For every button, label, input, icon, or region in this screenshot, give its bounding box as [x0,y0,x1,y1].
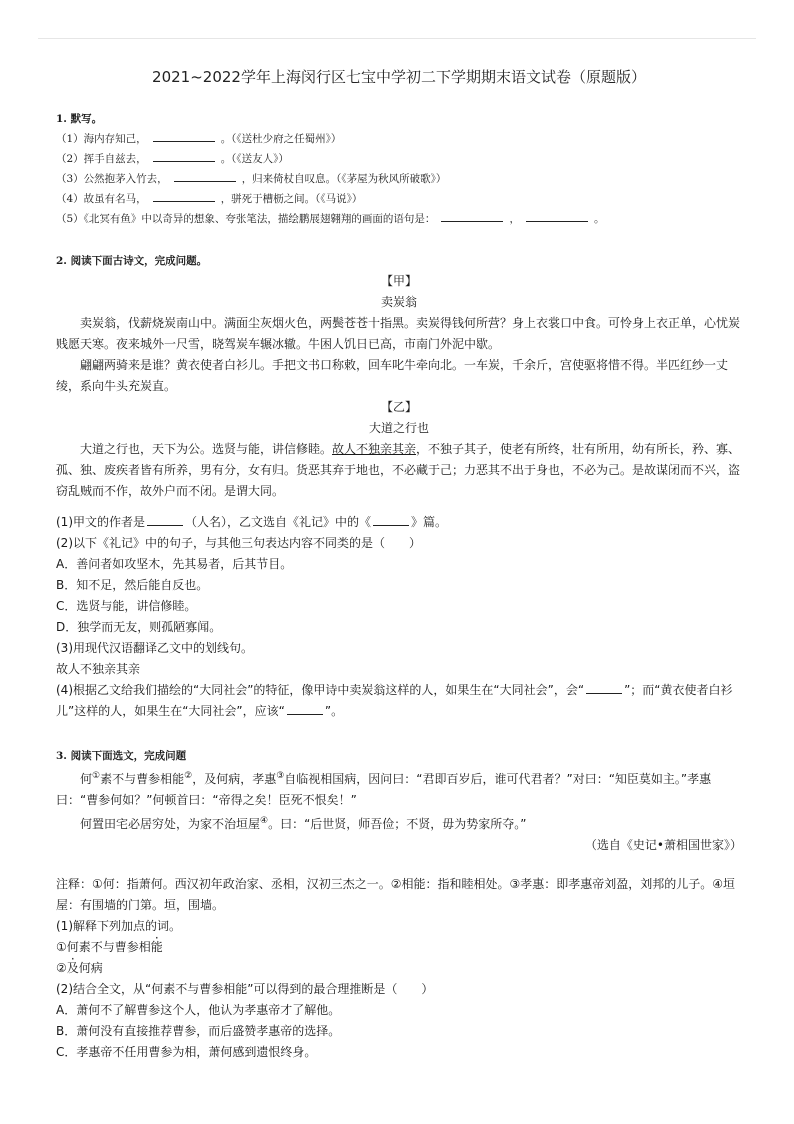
q2-sub-1 [56,512,742,533]
q3-option-b[interactable]: B．萧何没有直接推荐曹参，而后盛赞孝惠帝的选择。 [56,1024,341,1038]
passage-yi-title: 大道之行也 [368,421,429,435]
q1-item-4 [56,189,742,209]
q3-text: 素不与曹参相能 [100,772,185,786]
note-mark-2: ② [184,771,193,781]
question-1-head: 1. 默写。 [56,113,103,125]
exam-document [56,66,742,1063]
q3-text: ② [56,961,67,975]
q1-item-3-post: ，归来倚杖自叹息。（《茅屋为秋风所破歌》） [241,173,447,185]
q1-item-5-pre: （5）《北冥有鱼》中以奇异的想象、夸张笔法，描绘鹏展翅翱翔的画面的语句是： [56,213,436,225]
q2-sub-3-answer: 故人不独亲其亲 [56,662,141,676]
passage-jia-para-2: 翩翩两骑来是谁？黄衣使者白衫儿。手把文书口称敕，回车叱牛牵向北。一车炭，千余斤，宫使驱将惜不得。半匹红纱一丈绫，系向牛头充炭直。 [56,358,729,393]
underlined-sentence: 故人不独亲其亲 [332,442,417,456]
answer-blank[interactable] [153,149,215,162]
dotted-word: 及 [66,961,79,975]
q3-option-c[interactable]: C．孝惠帝不任用曹参为相，萧何感到遗恨终身。 [56,1045,317,1059]
q3-source: （选自《史记•萧相国世家》） [584,838,742,852]
answer-blank[interactable] [153,129,215,142]
q1-item-2-pre: （2）挥手自兹去， [56,153,147,165]
q1-item-1 [56,129,742,149]
passage-jia-label: 【甲】 [380,274,417,288]
q2-option-c[interactable]: C．选贤与能，讲信修睦。 [56,599,197,613]
passage-jia-para-1: 卖炭翁，伐薪烧炭南山中。满面尘灰烟火色，两鬓苍苍十指黑。卖炭得钱何所营？身上衣裳口中食。可怜身上衣正单，心忧炭贱愿天寒。夜来城外一尺雪，晓驾炭车辗冰辙。牛困人饥日已高，市南门外泥中歇。 [56,316,741,351]
top-divider [38,38,756,39]
passage-jia-title: 卖炭翁 [380,295,417,309]
q2-sub-3: (3)用现代汉语翻译乙文中的划线句。 [56,641,253,655]
note-mark-1: ① [92,771,101,781]
answer-blank[interactable] [153,189,215,202]
answer-blank[interactable] [147,513,183,526]
q3-text: 何置田宅必居穷处，为家不治垣屋 [80,817,261,831]
q3-text: ①何素不与曹参相 [56,940,151,954]
q1-item-3 [56,169,742,189]
q2-sub-4-b: ”；而“黄衣使者白衫儿”这样的人，如果生在“大同社会”，应该“ [56,683,733,718]
q3-text: 何病 [78,961,103,975]
q1-item-3-pre: （3）公然抱茅入竹去， [56,173,168,185]
q2-sub-4 [56,680,742,722]
answer-blank[interactable] [373,513,409,526]
q3-text: 自临视相国病，因问曰：“君即百岁后，谁可代君者？”对曰：“知臣莫如主。”孝惠曰：“曹参何如？”何顿首曰：“帝得之矣！臣死不恨矣！” [56,772,712,807]
q1-item-2 [56,149,742,169]
passage-yi-para [56,439,742,502]
q3-passage-para-2 [56,811,742,835]
q1-item-1-pre: （1）海内存知己， [56,133,147,145]
q1-item-1-post: 。（《送杜少府之任蜀州》） [220,133,342,145]
q1-item-5-mid: ， [509,213,520,225]
q2-sub-4-a: (4)根据乙文给我们描绘的“大同社会”的特征，像甲诗中卖炭翁这样的人，如果生在“大同社会”，会“ [56,683,585,697]
note-mark-4: ④ [260,816,269,826]
q1-item-4-post: ，骈死于槽枥之间。（《马说》） [220,193,363,205]
q3-sub-2: (2)结合全文，从“何素不与曹参相能”可以得到的最合理推断是（ ） [56,982,434,996]
q3-sub-1: (1)解释下列加点的词。 [56,919,181,933]
dotted-word: 能 [150,940,163,954]
q3-text: 。曰：“后世贤，师吾俭；不贤，毋为势家所夺。” [268,817,527,831]
q3-sub-1-item-2 [56,958,742,979]
q1-item-5-post: 。 [593,213,605,225]
question-3-head: 3. 阅读下面选文，完成问题 [56,750,187,762]
q1-item-5 [56,209,742,229]
q2-option-b[interactable]: B．知不足，然后能自反也。 [56,578,209,592]
q3-sub-1-item-1 [56,937,742,958]
q2-sub-1-c: 》篇。 [411,515,448,529]
answer-blank[interactable] [174,169,236,182]
q3-text: 何 [80,772,93,786]
page-title: 2021~2022学年上海闵行区七宝中学初二下学期期末语文试卷（原题版） [152,68,646,86]
yi-text-b: ，不独子其子，使老有所终，壮有所用，幼有所长，矜、寡、孤、独、废疾者皆有所养，男有分，女有归。货恶其弃于地也，不必藏于己；力恶其不出于身也，不必为己。是故谋闭而不兴，盗窃乱贼而不作，故外户而不闭。是谓大同。 [56,442,741,498]
question-3-body [56,766,742,1063]
question-2 [56,251,742,271]
q1-item-2-post: 。（《送友人》） [220,153,289,165]
q3-text: ，及何病，孝惠 [192,772,277,786]
answer-blank[interactable] [287,702,323,715]
q1-item-4-pre: （4）故虽有名马， [56,193,147,205]
q3-passage-para-1 [56,766,742,811]
q3-option-a[interactable]: A．萧何不了解曹参这个人，他认为孝惠帝才了解他。 [56,1003,341,1017]
q2-option-a[interactable]: A．善问者如攻坚木，先其易者，后其节目。 [56,557,293,571]
question-2-head: 2. 阅读下面古诗文，完成问题。 [56,255,208,267]
passage-yi-label: 【乙】 [380,400,417,414]
q2-sub-4-c: ”。 [324,704,344,718]
answer-blank[interactable] [441,209,503,222]
q2-sub-2: (2)以下《礼记》中的句子，与其他三句表达内容不同类的是（ ） [56,536,422,550]
q3-notes: 注释：①何：指萧何。西汉初年政治家、丞相，汉初三杰之一。②相能：指和睦相处。③孝惠：即孝惠帝刘盈，刘邦的儿子。④垣屋：有围墙的门第。垣，围墙。 [56,877,736,912]
question-1 [56,109,742,229]
question-2-body [56,271,742,722]
question-3 [56,746,742,766]
q2-option-d[interactable]: D．独学而无友，则孤陋寡闻。 [56,620,222,634]
q2-sub-1-a: (1)甲文的作者是 [56,515,145,529]
note-mark-3: ③ [276,771,285,781]
yi-text-a: 大道之行也，天下为公。选贤与能，讲信修睦。 [80,442,333,456]
answer-blank[interactable] [526,209,588,222]
answer-blank[interactable] [586,681,622,694]
q2-sub-1-b: （人名），乙文选自《礼记》中的《 [185,515,372,529]
